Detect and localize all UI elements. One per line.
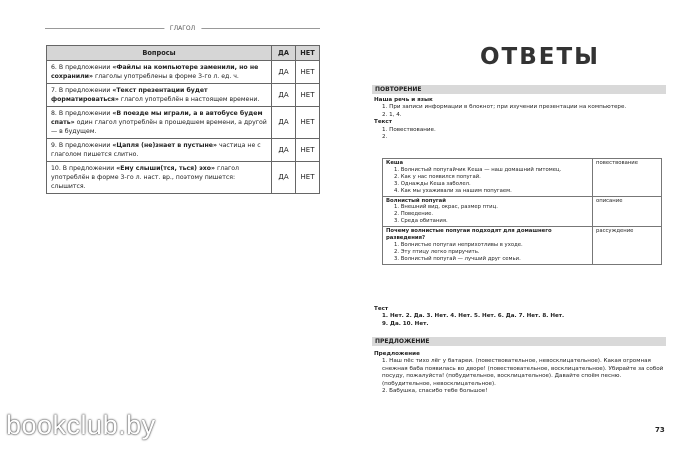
- subheading-test: Тест: [374, 306, 389, 312]
- watermark-logo: bookclub.by: [6, 410, 156, 440]
- question-row: [47, 84, 320, 107]
- questions-table-header: [47, 46, 320, 61]
- text-type-row: [383, 159, 662, 197]
- answer-line: 2.: [382, 134, 388, 141]
- question-lead: В предложении: [60, 165, 117, 172]
- text-plan-item: 2. Как у нас появился попугай.: [394, 173, 481, 180]
- question-text: [47, 139, 272, 162]
- question-number: 10.: [51, 165, 61, 172]
- section-heading-repetition: ПОВТОРЕНИЕ: [372, 85, 666, 94]
- question-sentence: «Цапля (не)знает в пустыне»: [112, 142, 217, 149]
- text-plan-cell: [383, 159, 593, 197]
- header-no: НЕТ: [296, 46, 320, 61]
- question-row: [47, 107, 320, 139]
- question-sentence: «Файлы на компьютере заменили, но не сохранили»: [51, 64, 259, 80]
- yes-cell: ДА: [272, 84, 296, 107]
- text-plan-item: 1. Волнистый попугайчик Кеша — наш домашний питомец.: [394, 166, 562, 173]
- page-number: 73: [655, 426, 665, 434]
- yes-cell: ДА: [272, 61, 296, 84]
- question-lead: В предложении: [56, 64, 113, 71]
- question-lead: В предложении: [56, 87, 113, 94]
- text-types-table: [382, 158, 662, 265]
- text-heading: Кеша: [386, 160, 404, 166]
- running-header: [45, 25, 320, 33]
- answer-line: 1. Повествование.: [382, 126, 436, 133]
- subheading-text: Текст: [374, 119, 392, 126]
- question-row: [47, 61, 320, 84]
- question-sentence: «Текст презентации будет форматироваться»: [51, 87, 208, 103]
- header-questions: Вопросы: [47, 46, 272, 61]
- question-row: [47, 139, 320, 162]
- subheading-speech: Наша речь и язык: [374, 97, 433, 103]
- text-type-row: [383, 227, 662, 265]
- running-header-title: ГЛАГОЛ: [164, 25, 201, 32]
- question-text: [47, 162, 272, 194]
- question-number: 8.: [51, 110, 57, 117]
- no-cell: НЕТ: [296, 107, 320, 139]
- question-tail: глаголы употреблены в форме 3-го л. ед. ч.: [93, 73, 239, 80]
- answers-test: [374, 306, 664, 328]
- text-type-cell: повествование: [593, 159, 662, 197]
- section-heading-sentence: ПРЕДЛОЖЕНИЕ: [372, 337, 666, 346]
- text-plan-item: 1. Волнистые попугаи неприхотливы в уходе.: [394, 241, 523, 248]
- question-tail: глагол употреблён в настоящем времени.: [118, 96, 260, 103]
- no-cell: НЕТ: [296, 61, 320, 84]
- yes-cell: ДА: [272, 139, 296, 162]
- question-text: [47, 84, 272, 107]
- question-text: [47, 61, 272, 84]
- no-cell: НЕТ: [296, 84, 320, 107]
- question-number: 6.: [51, 64, 57, 71]
- text-plan-item: 4. Как мы ухаживали за нашим попугаем.: [394, 187, 512, 194]
- text-heading: Волнистый попугай: [386, 197, 446, 204]
- answers-block-2: [374, 351, 664, 395]
- text-type-cell: описание: [593, 196, 662, 227]
- answer-line: 2. 1, 4.: [382, 111, 402, 118]
- question-tail: частица не с глаголом пишется слитно.: [51, 142, 261, 158]
- question-sentence: «В поезде мы играли, а в автобусе будем спать»: [51, 110, 263, 126]
- question-text: [47, 107, 272, 139]
- text-plan-cell: [383, 227, 593, 265]
- answers-title: ОТВЕТЫ: [480, 44, 601, 70]
- question-lead: В предложении: [56, 110, 113, 117]
- text-heading: Почему волнистые попугаи подходят для домашнего разведения?: [386, 228, 552, 242]
- question-lead: В предложении: [56, 142, 113, 149]
- text-type-cell: рассуждение: [593, 227, 662, 265]
- text-plan-item: 2. Поведение.: [394, 211, 434, 218]
- test-answers-line-1: 1. Нет. 2. Да. 3. Нет. 4. Нет. 5. Нет. 6. Да. 7. Нет. 8. Нет.: [382, 313, 565, 320]
- question-tail: глагол употреблён в форме 3-го л. наст. вр., поэтому пишется: слышится.: [51, 165, 239, 190]
- answers-block-1: [374, 97, 664, 141]
- test-answers-line-2: 9. Да. 10. Нет.: [382, 320, 429, 327]
- answer-line: 1. При записи информации в блокнот; при изучении презентации на компьютере.: [382, 104, 627, 111]
- no-cell: НЕТ: [296, 162, 320, 194]
- question-row: [47, 162, 320, 194]
- text-plan-item: 2. Эту птицу легко приручить.: [394, 248, 480, 255]
- question-number: 7.: [51, 87, 57, 94]
- question-sentence: «Ему слыши(тся, ться) эхо»: [116, 165, 216, 172]
- no-cell: НЕТ: [296, 139, 320, 162]
- question-tail: один глагол употреблён в прошедшем времени, а другой — в будущем.: [51, 119, 267, 135]
- yes-cell: ДА: [272, 162, 296, 194]
- questions-table: [46, 45, 320, 194]
- text-type-row: [383, 196, 662, 227]
- answer-line: 2. Бабушка, спасибо тебе большое!: [382, 388, 488, 395]
- yes-cell: ДА: [272, 107, 296, 139]
- answer-paragraph: 1. Наш пёс тихо лёг у батареи. (повествовательное, невосклицательное). Какая огромная снежная баба появилась во дворе! (повествовательное, восклицательное). Убирайте за собой посуду, пожалуйста! (побудительное, восклицательное). Давайте споём песню. (побудительное, невосклицательное).: [382, 358, 664, 387]
- text-plan-item: 1. Внешний вид, окрас, размер птиц.: [394, 204, 498, 211]
- subheading-sentence: Предложение: [374, 351, 420, 357]
- header-yes: ДА: [272, 46, 296, 61]
- question-number: 9.: [51, 142, 57, 149]
- text-plan-cell: [383, 196, 593, 227]
- text-plan-item: 3. Среда обитания.: [394, 218, 448, 225]
- text-plan-item: 3. Однажды Кеша заболел.: [394, 180, 471, 187]
- text-plan-item: 3. Волнистый попугай — лучший друг семьи.: [394, 255, 521, 262]
